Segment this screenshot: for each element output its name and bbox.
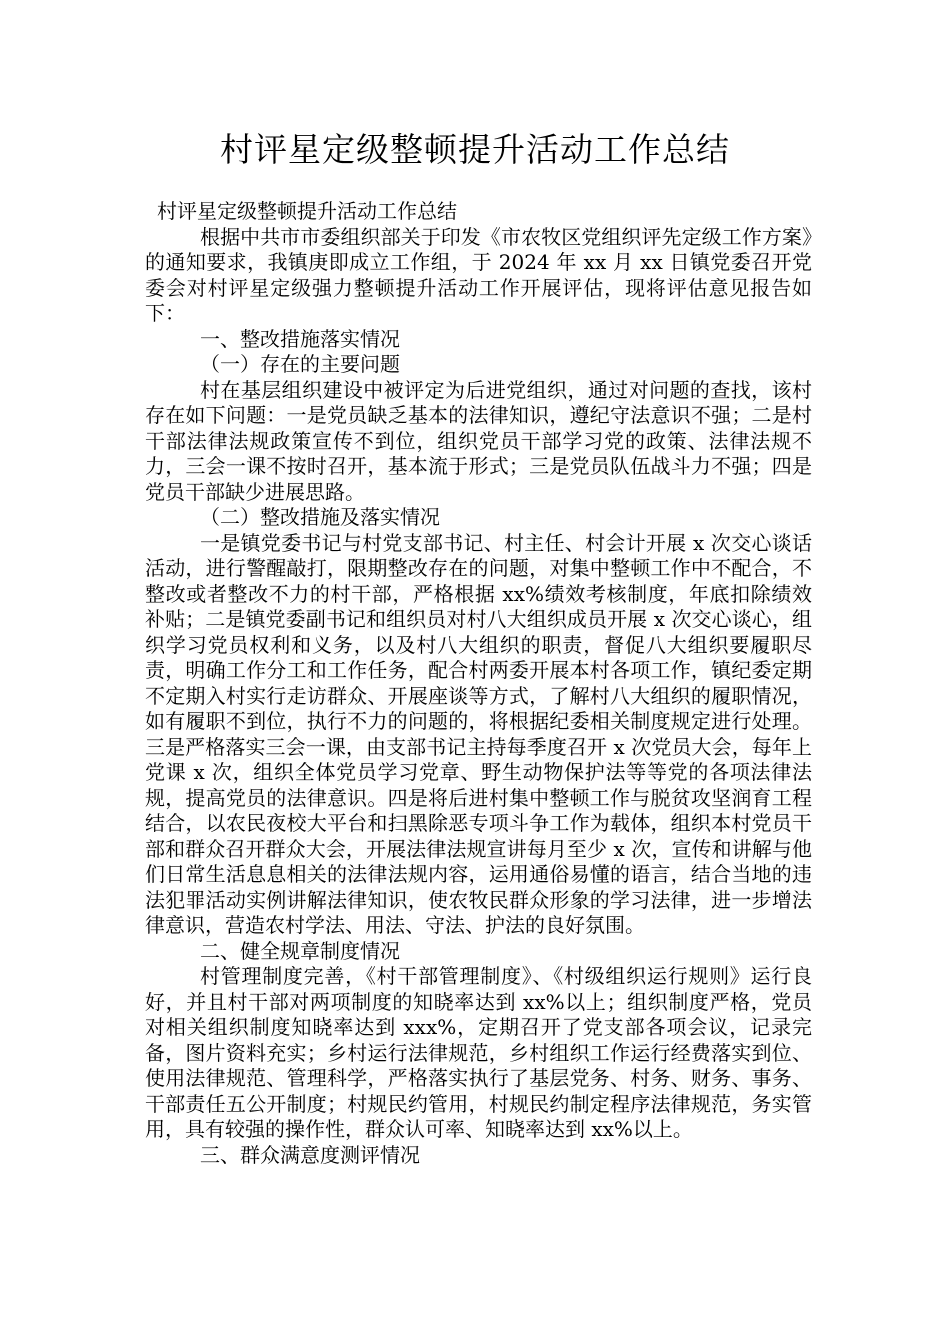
section-heading: 一、整改措施落实情况 bbox=[200, 326, 400, 351]
body-paragraph: 一是镇党委书记与村党支部书记、村主任、村会计开展 x 次交心谈话活动，进行警醒敲打，限期整改存在的问题，对集中整顿工作中不配合，不整改或者整改不力的村干部，严格根据 xx%绩效考核制度，年底扣除绩效补贴；二是镇党委副书记和组织员对村八大组织成员开展 x 次交心谈心，组织学习党员权利和义务，以及村八大组织的职责，督促八大组织要履职尽责，明确工作分工和工作任务，配合村两委开展本村各项工作，镇纪委定期不定期入村实行走访群众、开展座谈等方式，了解村八大组织的履职情况，如有履职不到位，执行不力的问题的，将根据纪委相关制度规定进行处理。三是严格落实三会一课，由支部书记主持每季度召开 x 次党员大会，每年上党课 x 次，组织全体党员学习党章、野生动物保护法等等党的各项法律法规，提高党员的法律意识。四是将后进村集中整顿工作与脱贫攻坚润育工程结合，以农民夜校大平台和扫黑除恶专项斗争工作为载体，组织本村党员干部和群众召开群众大会，开展法律法规宣讲每月至少 x 次，宣传和讲解与他们日常生活息息相关的法律法规内容，运用通俗易懂的语言，结合当地的违法犯罪活动实例讲解法律知识，使农牧民群众形象的学习法律，进一步增法律意识，营造农村学法、用法、守法、护法的良好氛围。 bbox=[145, 530, 812, 937]
intro-paragraph: 根据中共市市委组织部关于印发《市农牧区党组织评先定级工作方案》的通知要求，我镇庚即成立工作组，于 2024 年 xx 月 xx 日镇党委召开党委会对村评星定级强力整顿提升活动工作开展评估，现将评估意见报告如下： bbox=[145, 224, 812, 325]
document-title: 村评星定级整顿提升活动工作总结 bbox=[220, 130, 730, 169]
document-body bbox=[145, 199, 812, 1168]
subsection-heading: （一）存在的主要问题 bbox=[200, 352, 400, 376]
section-heading: 三、群众满意度测评情况 bbox=[200, 1142, 420, 1167]
body-paragraph: 村管理制度完善，《村干部管理制度》、《村级组织运行规则》运行良好，并且村干部对两项制度的知晓率达到 xx%以上；组织制度严格，党员对相关组织制度知晓率达到 xxx%，定期召开了党支部各项会议，记录完备，图片资料充实；乡村运行法律规范，乡村组织工作运行经费落实到位、使用法律规范、管理科学，严格落实执行了基层党务、村务、财务、事务、干部责任五公开制度；村规民约管用，村规民约制定程序法律规范，务实管用，具有较强的操作性，群众认可率、知晓率达到 xx%以上。 bbox=[145, 964, 812, 1141]
subtitle-paragraph: 村评星定级整顿提升活动工作总结 bbox=[157, 199, 457, 223]
subsection-heading: （二）整改措施及落实情况 bbox=[200, 505, 440, 529]
section-heading: 二、健全规章制度情况 bbox=[200, 938, 400, 963]
body-paragraph: 村在基层组织建设中被评定为后进党组织，通过对问题的查找，该村存在如下问题：一是党员缺乏基本的法律知识，遵纪守法意识不强；二是村干部法律法规政策宣传不到位，组织党员干部学习党的政策、法律法规不力，三会一课不按时召开，基本流于形式；三是党员队伍战斗力不强；四是党员干部缺少进展思路。 bbox=[145, 377, 812, 504]
